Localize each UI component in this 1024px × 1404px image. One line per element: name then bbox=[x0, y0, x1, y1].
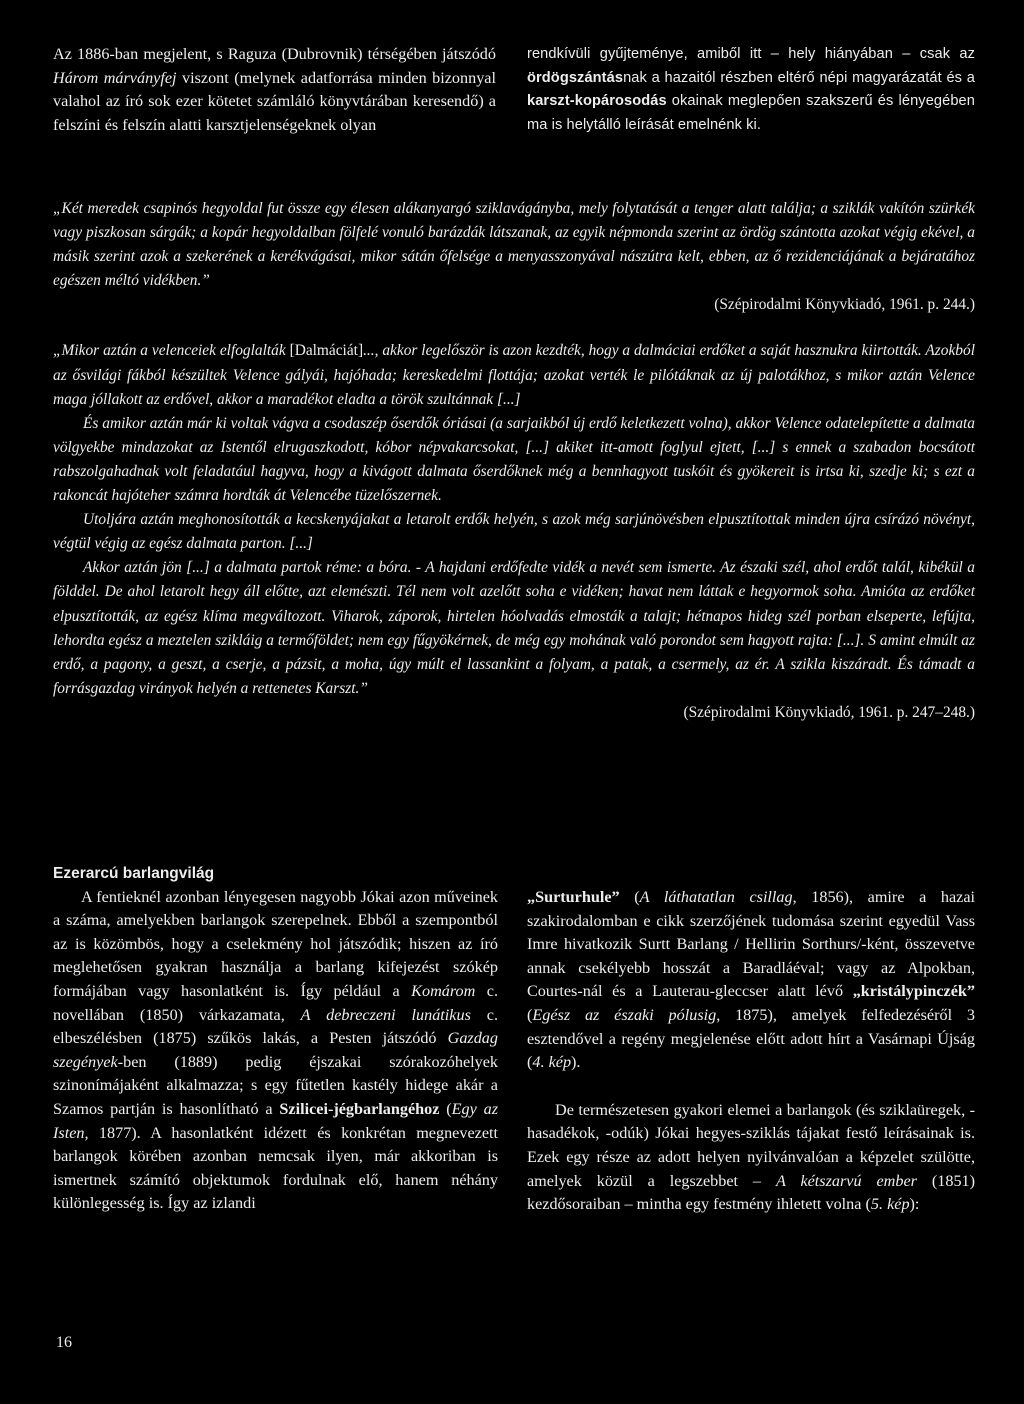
term-highlight: „Surturhule” bbox=[527, 888, 620, 906]
quote-source: (Szépirodalmi Könyvkiadó, 1961. p. 244.) bbox=[714, 296, 975, 314]
work-title: Egy az Isten, bbox=[53, 1099, 498, 1142]
body-text: c. elbeszélésben (1875) szűkös lakás, a Pesten játszódó bbox=[53, 1005, 499, 1048]
intro-text: nak a hazaitól részben eltérő népi magyarázatát és a bbox=[623, 69, 975, 86]
body-text: ). bbox=[571, 1053, 581, 1072]
section-left-column bbox=[53, 862, 498, 1216]
quote-paragraph: És amikor aztán már ki voltak vágva a csodaszép őserdők óriásai (a sarjaikból új erdő keletkezett volna), akkor Velence odatelepítette a dalmata völgyekbe mindazokat az Istentől elrugaszkodott, kóbor népvakarcsokat, [...] akiket itt-amott foglyul ejtett, [...] s ennek a szabadon bocsátott rabszolgahadnak volt feladatául hagyva, hogy a kivágott dalmata őserdőknek még a bennhagyott tuskóit és gyökereit is irtsa ki, szedje ki; s ezt a rakoncát hajóteher számra hordták át Velencébe tüzelőszernek. bbox=[53, 414, 975, 505]
body-text: , 1875), amelyek felfedezéséről 3 esztendővel a regény megjelenése előtt adott hírt a Vasárnapi Újság ( bbox=[527, 1005, 976, 1072]
intro-text: Az 1886-ban megjelent, s Raguza (Dubrovnik) térségében játszódó bbox=[53, 45, 496, 63]
body-text: De természetesen gyakori elemei a barlangok (és sziklaüregek, -hasadékok, -odúk) Jókai hegyes-sziklás tájakat festő leírásainak is. Ezek egy része az adott helyen nyilvánvalóan a képzelet szülötte, amelyek közül a legszebbet – bbox=[527, 1100, 975, 1190]
section-heading: Ezerarcú barlangvilág bbox=[53, 865, 215, 882]
intro-left-column bbox=[53, 43, 496, 137]
work-title: A debreczeni lunátikus bbox=[300, 1005, 471, 1024]
term-highlight: ördögszántás bbox=[527, 69, 624, 86]
work-title: A kétszarvú ember bbox=[775, 1171, 917, 1190]
figure-reference: 5. kép bbox=[870, 1195, 910, 1214]
section-right-column bbox=[527, 886, 975, 1217]
work-title: Három márványfej bbox=[53, 68, 177, 87]
term-highlight: Szilicei-jégbarlangéhoz bbox=[279, 1099, 440, 1118]
work-title: A láthatatlan csillag bbox=[639, 888, 793, 906]
figure-reference: 4. kép bbox=[532, 1053, 572, 1072]
section-paragraph bbox=[527, 886, 975, 1075]
work-title: Komárom bbox=[411, 981, 476, 1000]
intro-text: viszont (melynek adatforrása minden bizonnyal valahol az író sok ezer kötetet számláló könyvtárában keresendő) a felszíni és felszín alatti karsztjelenségeknek olyan bbox=[53, 68, 496, 134]
body-text: ( bbox=[439, 1099, 452, 1118]
body-text: , 1856), amire a hazai szakirodalomban e cikk szerzőjének tudomása szerint egyedül Vass Imre hivatkozik Surtt Barlang / Hellirin Sorthurs/-ként, összevetve annak csekélyebb hosszát a Baradláéval; vagy az Alpokban, Courtes-nál és a Lauterau-gleccser alatt lévő bbox=[527, 888, 976, 1001]
body-text: ( bbox=[527, 1005, 533, 1024]
quote-source: (Szépirodalmi Könyvkiadó, 1961. p. 247–248.) bbox=[683, 703, 975, 721]
term-highlight: „kristálypinczék” bbox=[852, 982, 975, 1001]
body-text: c. novellában (1850) várkazamata, bbox=[53, 981, 498, 1024]
page-number: 16 bbox=[56, 1334, 72, 1351]
quote-paragraph: Utoljára aztán meghonosították a kecskenyájakat a letarolt erdők helyén, s azok még sarjúnövésben elpusztítottak minden újra csírázó növényt, végtül végig az egész dalmata parton. [...] bbox=[53, 511, 975, 553]
section-paragraph bbox=[53, 886, 498, 1216]
quote-insertion: [Dalmáciát] bbox=[289, 342, 364, 360]
quote-paragraph: „Két meredek csapinós hegyoldal fut össze egy élesen alákanyargó sziklavágányba, mely folytatását a tenger alatt találja; a sziklák vakítón szürkék vagy piszkosan sárgák; a kopár hegyoldalban fölfelé vonuló barázdák látszanak, az egyik népmonda szerint az ördög szántotta azokat végig ekével, a másik szerint azok a szekerének a kerékvágásai, mikor sátán őfelsége a menyasszonyával nászútra kelt, ebben, az ő rezidenciájának a bejáratához egészen méltó vidékben.” bbox=[53, 200, 975, 290]
work-title: Gazdag szegények bbox=[53, 1029, 498, 1071]
quote-paragraph: Akkor aztán jön [...] a dalmata partok réme: a bóra. - A hajdani erdőfedte vidék a nevét sem ismerte. Az északi szél, ahol erdőt talál, kibékül a földdel. De ahol letarolt hegy áll előtte, azt elemészti. Tél nem volt azelőtt soha e vidéken; havat nem láttak e hegyormok soha. Amióta az erdőket elpusztították, az egész klíma megváltozott. Viharok, záporok, hirtelen hóolvadás elmosták a talajt; hétnapos hideg szél porban elseperte, lefújta, lehordta egész a meztelen szikláig a termőföldet; nem egy fűgyökérnek, de még egy mohának való porondot sem hagyott rajta: [...]. S amint elmúlt az erdő, a pagony, a geszt, a cserje, a pázsit, a moha, úgy múlt el lassankint a folyam, a patak, a csermely, az ér. A szikla kiszáradt. És támadt a forrásgazdag virányok helyén a rettenetes Karszt.” bbox=[53, 559, 975, 697]
body-text: ( bbox=[619, 888, 640, 906]
quote-paragraph bbox=[53, 339, 975, 411]
body-text: ): bbox=[909, 1195, 920, 1214]
body-text: -ben (1889) pedig éjszakai szórakozóhelyek szinonímájaként alkalmazza; s egy fűtetlen kastély hidege akár a Szamos partján is hasonlítható a bbox=[53, 1052, 498, 1118]
intro-text: okainak meglepően szakszerű és lényegében ma is helytálló leírását emelnénk ki. bbox=[527, 93, 975, 133]
quote-text: „Mikor aztán a velenceiek elfoglalták bbox=[53, 342, 290, 360]
term-highlight: karszt-kopárosodás bbox=[527, 93, 667, 110]
section-paragraph bbox=[527, 1099, 975, 1217]
intro-paragraph bbox=[53, 43, 496, 137]
intro-continuation-paragraph bbox=[527, 43, 975, 137]
work-title: Egész az északi pólusig bbox=[532, 1005, 717, 1024]
intro-right-column bbox=[527, 43, 975, 137]
body-text: (1851) kezdősoraiban – mintha egy festmény ihletett volna ( bbox=[527, 1171, 976, 1214]
body-text: 1877). A hasonlatként idézett és konkrétan megnevezett barlangok körében azonban nemcsak ilyen, már akkoriban is ismertnek számító objektumok fordulnak elő, hanem néhány különlegesség is. Így az izlandi bbox=[53, 1123, 498, 1213]
quote-text: ..., akkor legelőször is azon kezdték, hogy a dalmáciai erdőket a saját hasznukra kiirtották. Azokból az ősvilági fákból készültek Velence gályái, hajóhada; kereskedelmi flottája; azokat verték le pilótáknak az új palotákhoz, s mikor aztán Velence maga jóllakott az erdővel, akkor a maradékot eladta a török szultánnak [...] bbox=[53, 342, 975, 408]
intro-text: rendkívüli gyűjteménye, amiből itt – hely hiányában – csak az bbox=[527, 46, 975, 62]
quotations-block bbox=[53, 197, 975, 725]
body-text: A fentieknél azonban lényegesen nagyobb Jókai azon műveinek a száma, amelyekben barlangok szerepelnek. Ebből a szempontból az is közömbös, hogy a cselekmény hol játszódik; hiszen az író meglehetősen gyakran használja a barlang kifejezést szókép formájában vagy hasonlatként is. Így például a bbox=[53, 887, 498, 1000]
